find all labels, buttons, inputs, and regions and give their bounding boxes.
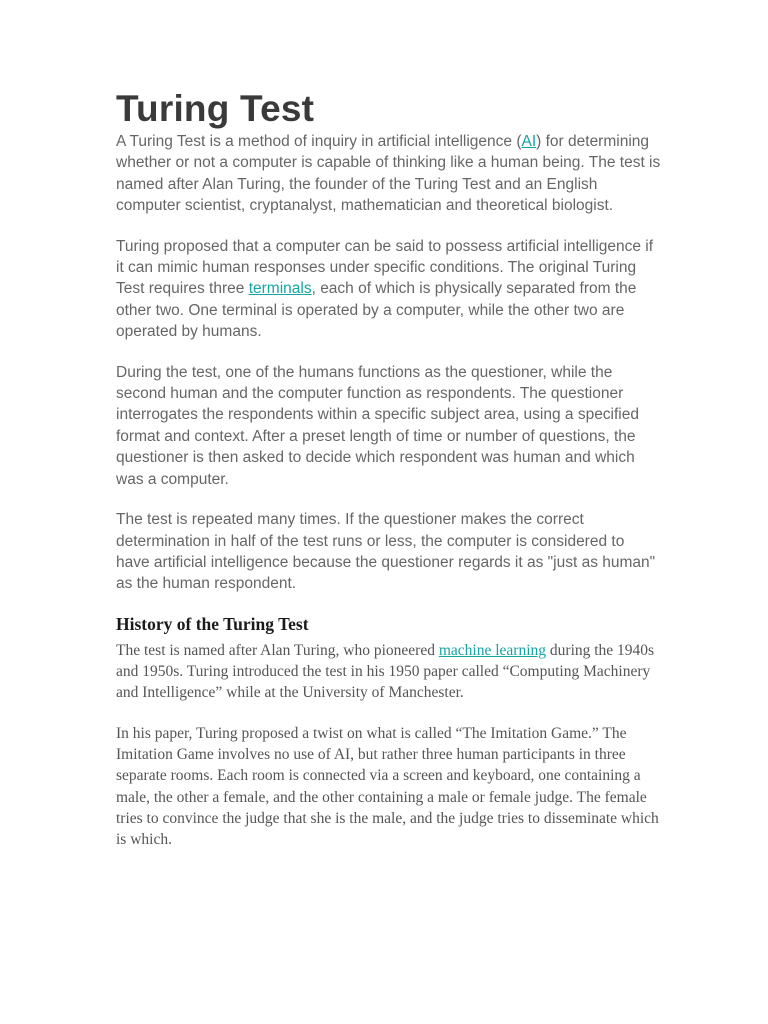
paragraph-text: Turing proposed that a computer can be said to possess artificial intelligence if it can mimic human responses under specific conditions. The original Turing Test requires three [116,237,654,298]
paragraph-text: ) for determining whether or not a computer is capable of thinking like a human being. The test is named after Alan Turing, the founder of the Turing Test and an English computer scientist, cryptanalyst, mathematician and theoretical biologist. [116,133,661,215]
page-title: Turing Test [116,88,315,129]
history-heading: History of the Turing Test [116,613,309,634]
terminals-paragraph [116,236,661,343]
paragraph-text: , each of which is physically separated from the other two. One terminal is operated by a computer, while the other two are operated by humans. [116,280,637,341]
imitation-game-paragraph: In his paper, Turing proposed a twist on what is called “The Imitation Game.” The Imitation Game involves no use of AI, but rather three human participants in three separate rooms. Each room is connected via a screen and keyboard, one containing a male, the other a female, and the other containing a male or female judge. The female tries to convince the judge that she is the male, and the judge tries to disseminate which is which. [116,724,659,849]
intro-paragraph [116,131,661,217]
test-procedure-paragraph: During the test, one of the humans functions as the questioner, while the second human and the computer function as respondents. The questioner interrogates the respondents within a specific subject area, using a specified format and context. After a preset length of time or number of questions, the questioner is then asked to decide which respondent was human and which was a computer. [116,363,639,488]
paragraph-text: during the 1940s and 1950s. Turing introduced the test in his 1950 paper called “Computing Machinery and Intelligence” while at the University of Manchester. [116,641,655,702]
history-paragraph [116,640,661,704]
terminals-link[interactable]: terminals [248,280,312,298]
ai-link[interactable]: AI [521,133,537,150]
paragraph-text: The test is named after Alan Turing, who pioneered [116,641,439,659]
machine-learning-link[interactable]: machine learning [438,641,547,659]
paragraph-text: A Turing Test is a method of inquiry in artificial intelligence ( [116,133,522,150]
document-page [116,88,661,850]
test-repetition-paragraph: The test is repeated many times. If the questioner makes the correct determination in half of the test runs or less, the computer is considered to have artificial intelligence because the questioner regards it as "just as human" as the human respondent. [116,511,656,593]
